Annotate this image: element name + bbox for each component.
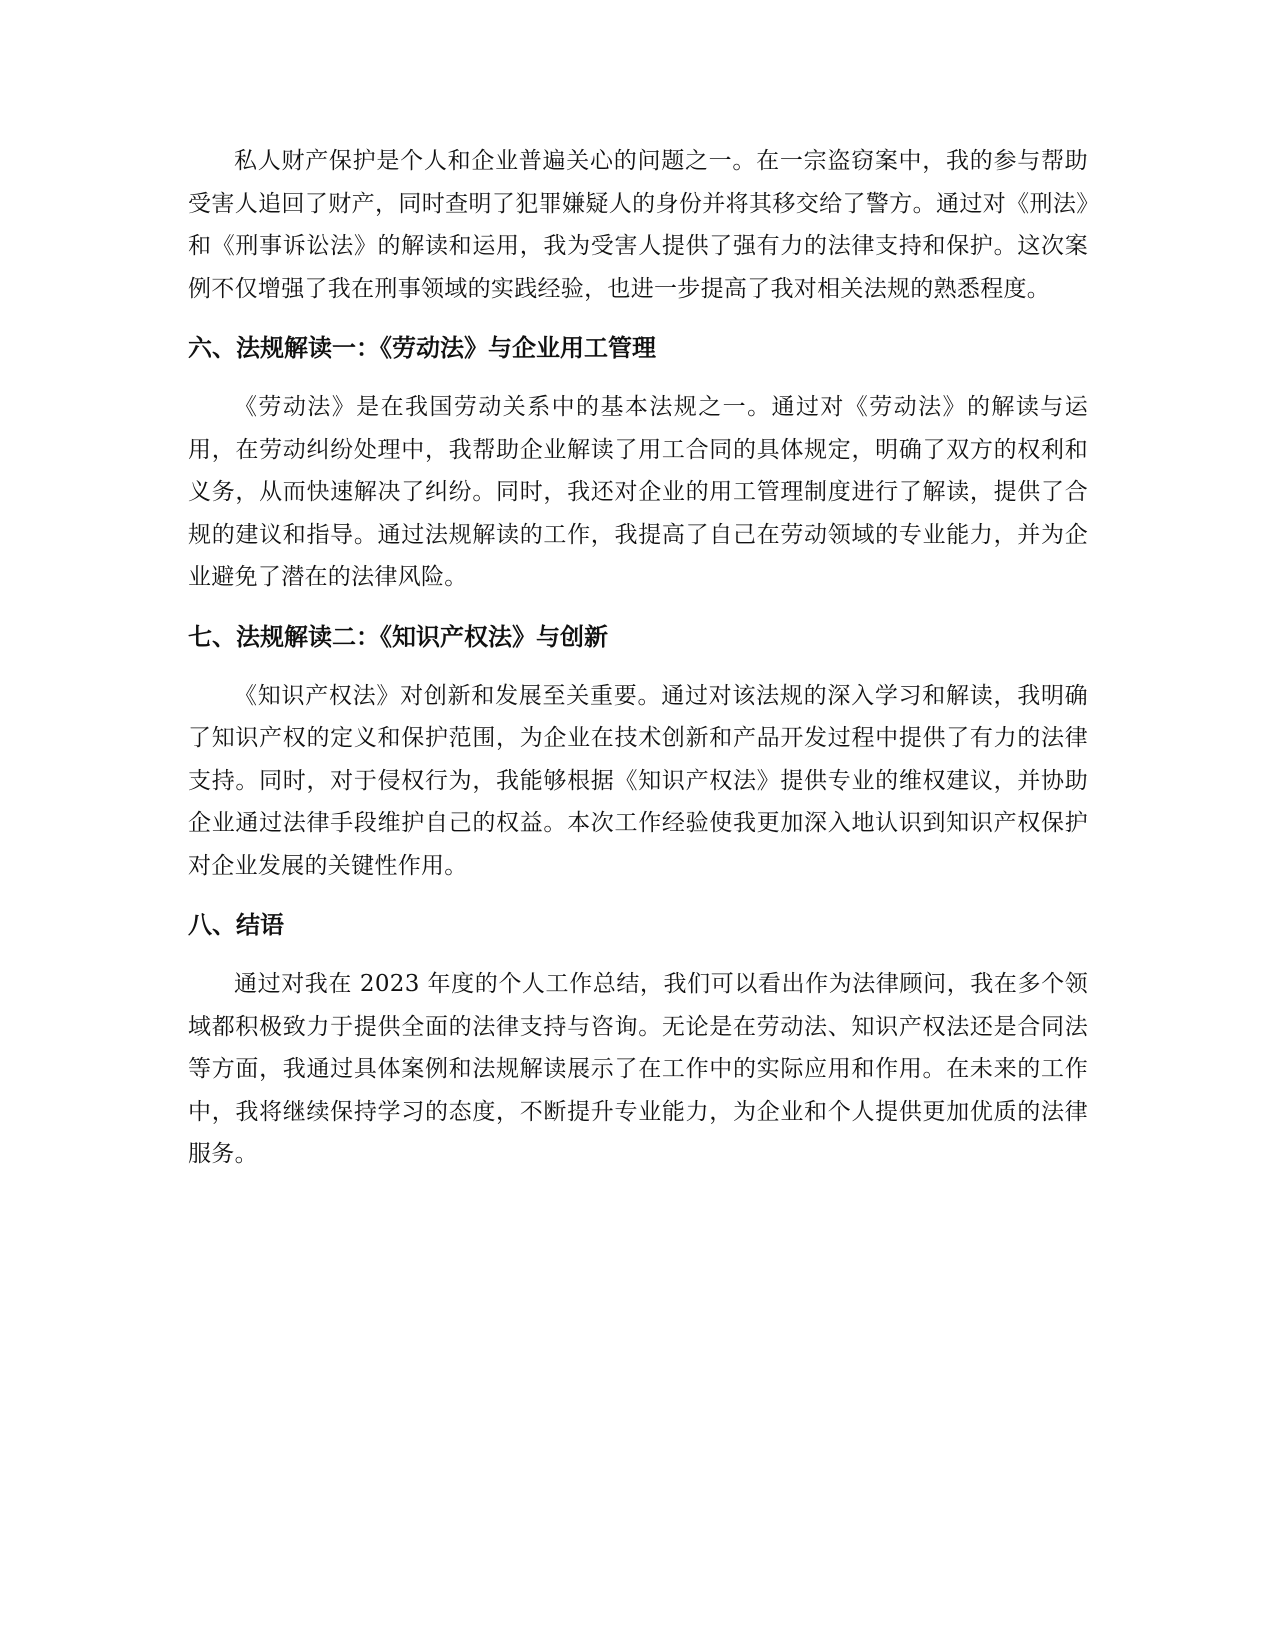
intro-paragraph: 私人财产保护是个人和企业普遍关心的问题之一。在一宗盗窃案中，我的参与帮助受害人追回了财产，同时查明了犯罪嫌疑人的身份并将其移交给了警方。通过对《刑法》和《刑事诉讼法》的解读和运用，我为受害人提供了强有力的法律支持和保护。这次案例不仅增强了我在刑事领域的实践经验，也进一步提高了我对相关法规的熟悉程度。: [188, 148, 1088, 302]
section-heading-labor-law: 六、法规解读一：《劳动法》与企业用工管理: [188, 334, 656, 362]
section-heading-conclusion: 八、结语: [188, 911, 284, 939]
section-body-conclusion: 通过对我在 2023 年度的个人工作总结，我们可以看出作为法律顾问，我在多个领域都积极致力于提供全面的法律支持与咨询。无论是在劳动法、知识产权法还是合同法等方面，我通过具体案例和法规解读展示了在工作中的实际应用和作用。在未来的工作中，我将继续保持学习的态度，不断提升专业能力，为企业和个人提供更加优质的法律服务。: [188, 971, 1088, 1167]
section-body-ip-law: 《知识产权法》对创新和发展至关重要。通过对该法规的深入学习和解读，我明确了知识产权的定义和保护范围，为企业在技术创新和产品开发过程中提供了有力的法律支持。同时，对于侵权行为，我能够根据《知识产权法》提供专业的维权建议，并协助企业通过法律手段维护自己的权益。本次工作经验使我更加深入地认识到知识产权保护对企业发展的关键性作用。: [188, 682, 1088, 879]
document-page: [188, 140, 1088, 1176]
section-heading-ip-law: 七、法规解读二：《知识产权法》与创新: [188, 622, 608, 651]
section-body-labor-law: 《劳动法》是在我国劳动关系中的基本法规之一。通过对《劳动法》的解读与运用，在劳动纠纷处理中，我帮助企业解读了用工合同的具体规定，明确了双方的权利和义务，从而快速解决了纠纷。同时，我还对企业的用工管理制度进行了解读，提供了合规的建议和指导。通过法规解读的工作，我提高了自己在劳动领域的专业能力，并为企业避免了潜在的法律风险。: [188, 394, 1088, 590]
